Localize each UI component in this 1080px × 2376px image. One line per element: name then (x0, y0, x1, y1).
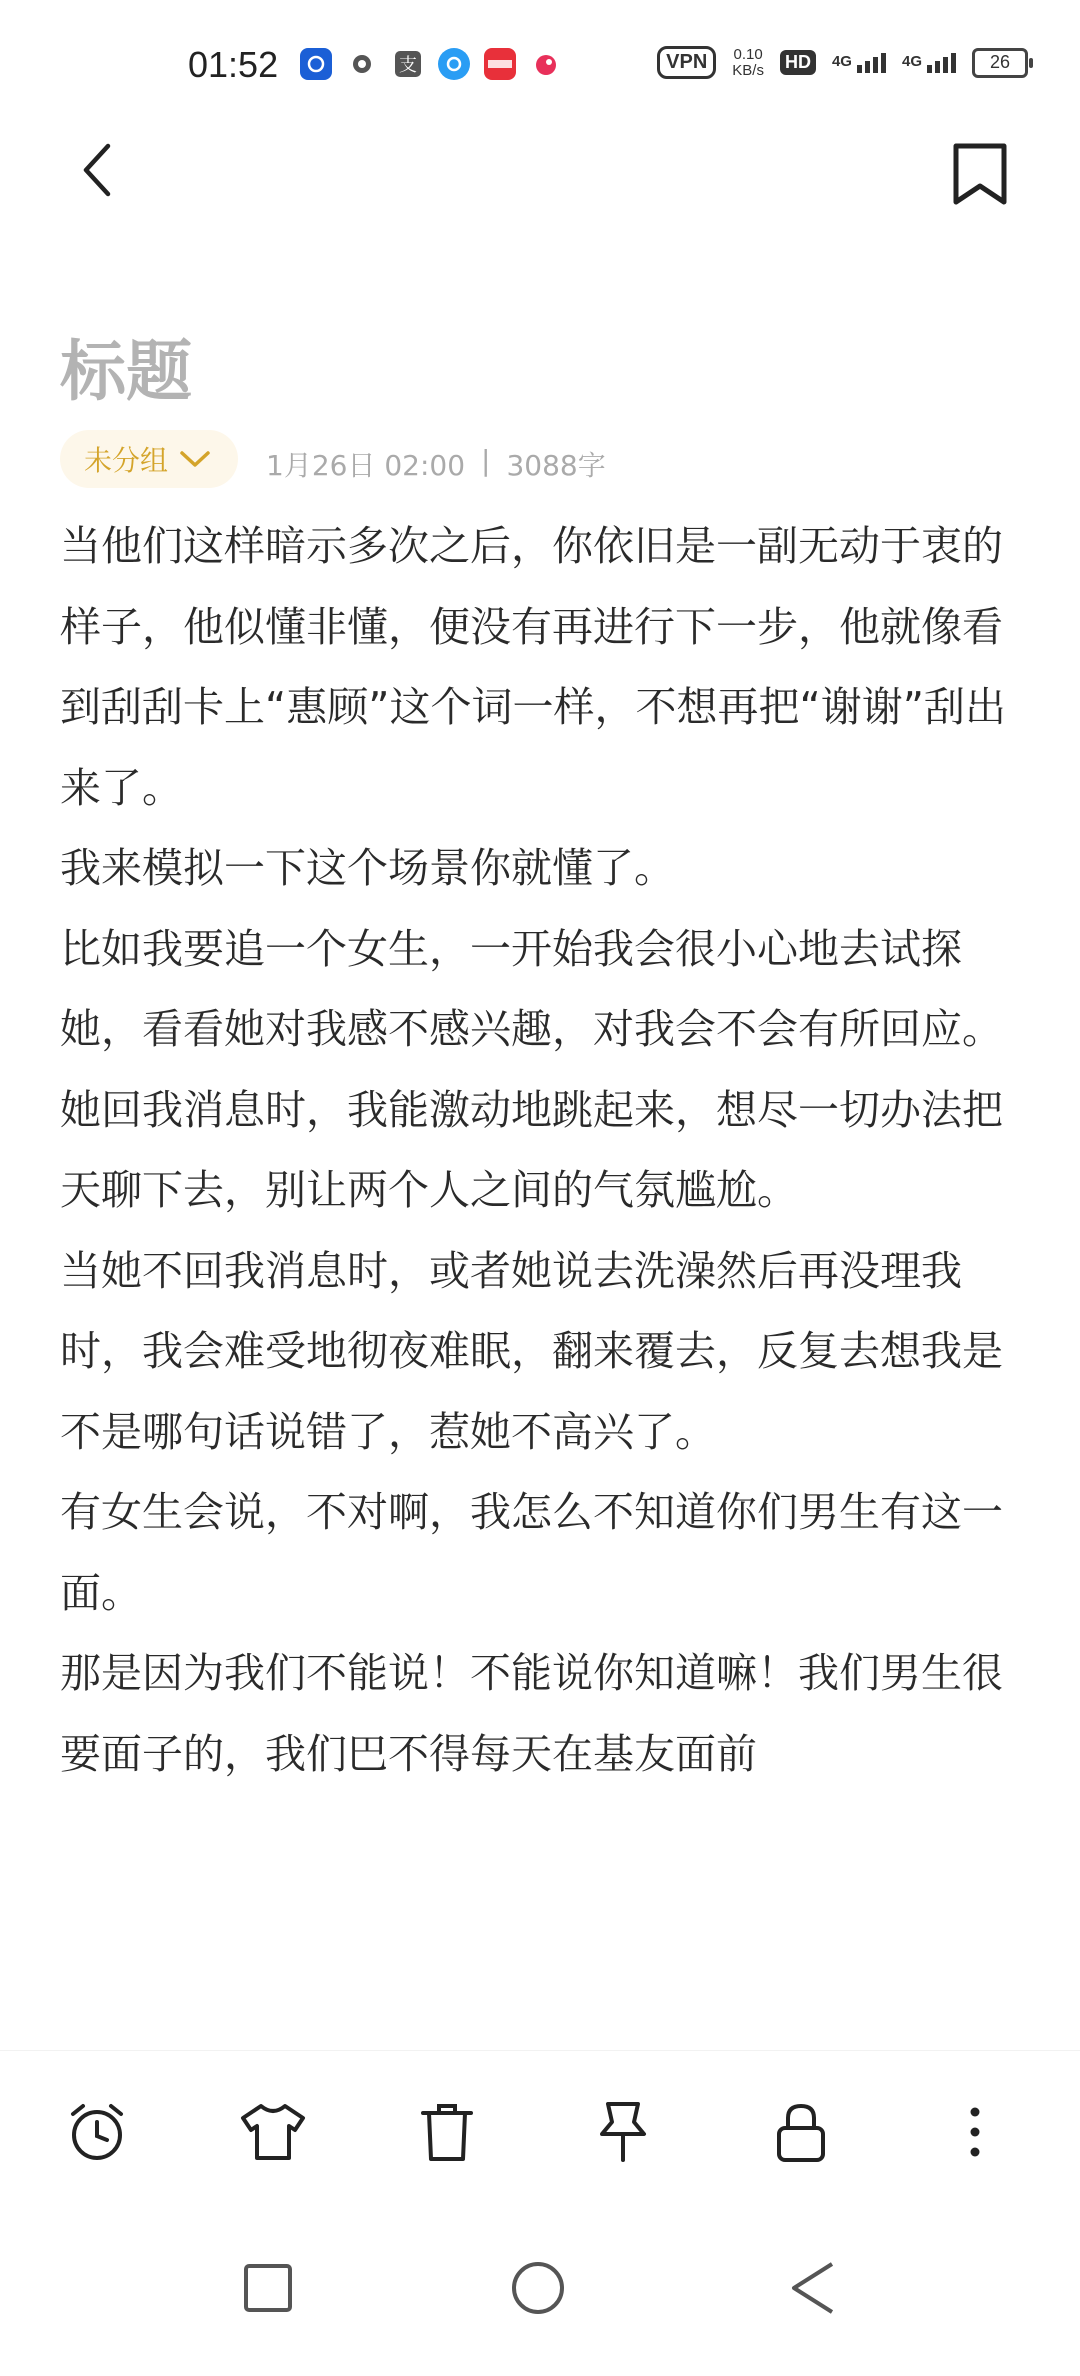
pin-icon (596, 2100, 650, 2164)
editor-toolbar (0, 2050, 1080, 2211)
paragraph: 当他们这样暗示多次之后，你依旧是一副无动于衷的样子，他似懂非懂，便没有再进行下一步，他就像看到刮刮卡上“惠顾”这个词一样，不想再把“谢谢”刮出来了。 (60, 522, 1006, 812)
signal-4g-2: 4G (902, 53, 956, 73)
paragraph: 她回我消息时，我能激动地跳起来，想尽一切办法把天聊下去，别让两个人之间的气氛尴尬。 (60, 1085, 1003, 1214)
note-date: 1月26日 02:00 (266, 449, 466, 482)
vpn-indicator: VPN (657, 46, 716, 79)
notification-icons (300, 48, 562, 80)
battery-icon: 26 (972, 48, 1028, 78)
recent-apps-square-icon (238, 2258, 298, 2318)
status-time: 01:52 (188, 44, 279, 85)
pin-button[interactable] (588, 2097, 658, 2167)
lock-button[interactable] (766, 2097, 836, 2167)
app-blue-icon (300, 48, 332, 80)
status-bar (0, 0, 1080, 130)
hd-indicator: HD (780, 50, 816, 75)
back-button[interactable] (72, 140, 132, 200)
delete-button[interactable] (412, 2097, 482, 2167)
lock-icon (775, 2100, 827, 2164)
meta-separator: | (481, 444, 491, 477)
browser-icon (438, 48, 470, 80)
home-circle-icon (508, 2258, 568, 2318)
more-vertical-icon (965, 2102, 985, 2162)
chevron-left-icon (72, 140, 132, 200)
bookmark-button[interactable] (950, 140, 1010, 210)
tshirt-icon (239, 2102, 307, 2162)
system-icons (657, 46, 1028, 79)
group-selector[interactable] (60, 430, 238, 488)
nav-back-button[interactable] (786, 2258, 846, 2318)
alipay-icon (392, 48, 424, 80)
paragraph: 当她不回我消息时，或者她说去洗澡然后再没理我时，我会难受地彻夜难眠，翻来覆去，反复去想我是不是哪句话说错了，惹她不高兴了。 (60, 1246, 1003, 1456)
paragraph: 有女生会说，不对啊，我怎么不知道你们男生有这一面。 (60, 1488, 1003, 1617)
signal-4g-1: 4G (832, 53, 886, 73)
back-triangle-icon (786, 2258, 846, 2318)
note-title[interactable]: 标题 (60, 333, 192, 410)
note-meta (266, 444, 606, 484)
paragraph: 比如我要追一个女生，一开始我会很小心地去试探她，看看她对我感不感兴趣，对我会不会有所回应。 (60, 924, 1003, 1053)
chevron-down-icon (178, 449, 212, 469)
word-count: 3088字 (506, 449, 606, 482)
alarm-clock-icon (65, 2100, 129, 2164)
note-body[interactable] (60, 506, 1020, 1794)
more-button[interactable] (940, 2097, 1010, 2167)
reminder-button[interactable] (62, 2097, 132, 2167)
home-button[interactable] (508, 2258, 568, 2318)
paragraph: 那是因为我们不能说！不能说你知道嘛！我们男生很要面子的，我们巴不得每天在基友面前 (60, 1649, 1003, 1778)
settings-gear-icon (346, 48, 378, 80)
recent-apps-button[interactable] (238, 2258, 298, 2318)
skin-button[interactable] (238, 2097, 308, 2167)
network-speed: 0.10 KB/s (732, 45, 764, 79)
bookmark-icon (950, 140, 1010, 210)
system-nav-bar (0, 2230, 1080, 2376)
svg-text:支: 支 (399, 55, 417, 76)
paragraph: 我来模拟一下这个场景你就懂了。 (60, 844, 675, 892)
trash-icon (419, 2101, 475, 2163)
bird-app-icon (530, 48, 562, 80)
xiaohongshu-icon (484, 48, 516, 80)
group-label: 未分组 (84, 444, 169, 477)
